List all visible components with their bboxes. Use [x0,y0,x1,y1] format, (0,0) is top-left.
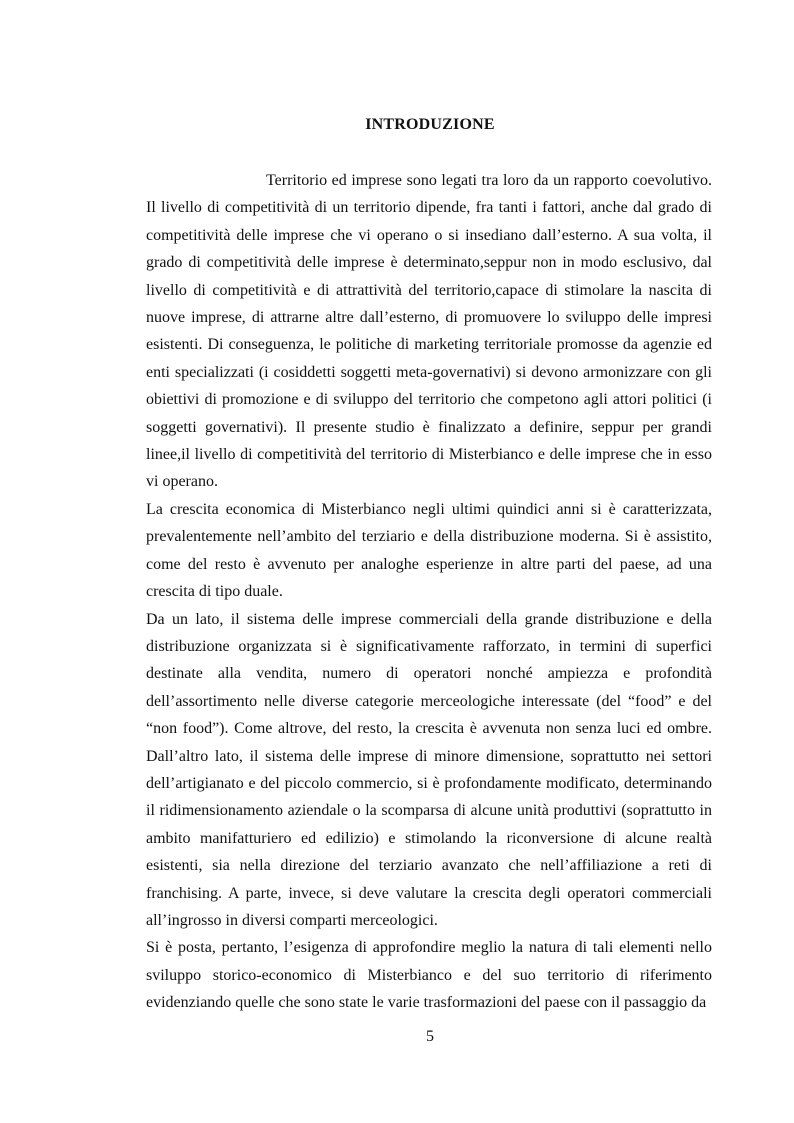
paragraph-conclusion: Si è posta, pertanto, l’esigenza di approfondire meglio la natura di tali elementi nello sviluppo storico-economico di Misterbianco e del suo territorio di riferimento evidenziando quelle che sono state le varie trasformazioni del paese con il passaggio da [146,939,712,1012]
page-number: 5 [426,1028,434,1045]
paragraph-intro: Territorio ed imprese sono legati tra loro da un rapporto coevolutivo. Il livello di competitività di un territorio dipende, fra tanti i fattori, anche dal grado di competitività delle imprese che vi operano o si insediano dall’esterno. A sua volta, il grado di competitività delle imprese è determinato,seppur non in modo esclusivo, dal livello di competitività e di attrattività del territorio,capace di stimolare la nascita di nuove imprese, di attrarne altre dall’esterno, di promuovere lo sviluppo delle impresi esistenti. Di conseguenza, le politiche di marketing territoriale promosse da agenzie ed enti specializzati (i cosiddetti soggetti meta-governativi) si devono armonizzare con gli obiettivi di promozione e di sviluppo del territorio che competono agli attori politici (i soggetti governativi). Il presente studio è finalizzato a definire, seppur per grandi linee,il livello di competitività del territorio di Misterbianco e delle imprese che in esso vi operano. [146,172,712,491]
page-title: INTRODUZIONE [365,116,495,133]
paragraph-economic-growth: La crescita economica di Misterbianco negli ultimi quindici anni si è caratterizzata, prevalentemente nell’ambito del terziario e della distribuzione moderna. Si è assistito, come del resto è avvenuto per analoghe esperienze in altre parti del paese, ad una crescita di tipo duale. [146,500,712,601]
paragraph-dual-system: Da un lato, il sistema delle imprese commerciali della grande distribuzione e della distribuzione organizzata si è significativamente rafforzato, in termini di superfici destinate alla vendita, numero di operatori nonché ampiezza e profondità dell’assortimento nelle diverse categorie merceologiche interessate (del “food” e del “non food”). Come altrove, del resto, la crescita è avvenuta non senza luci ed ombre. Dall’altro lato, il sistema delle imprese di minore dimensione, soprattutto nei settori dell’artigianato e del piccolo commercio, si è profondamente modificato, determinando il ridimensionamento aziendale o la scomparsa di alcune unità produttivi (soprattutto in ambito manifatturiero ed edilizio) e stimolando la riconversione di alcune realtà esistenti, sia nella direzione del terziario avanzato che nell’affiliazione a reti di franchising. A parte, invece, si deve valutare la crescita degli operatori commerciali all’ingrosso in diversi comparti merceologici. [146,610,712,929]
body-text [146,167,712,1017]
